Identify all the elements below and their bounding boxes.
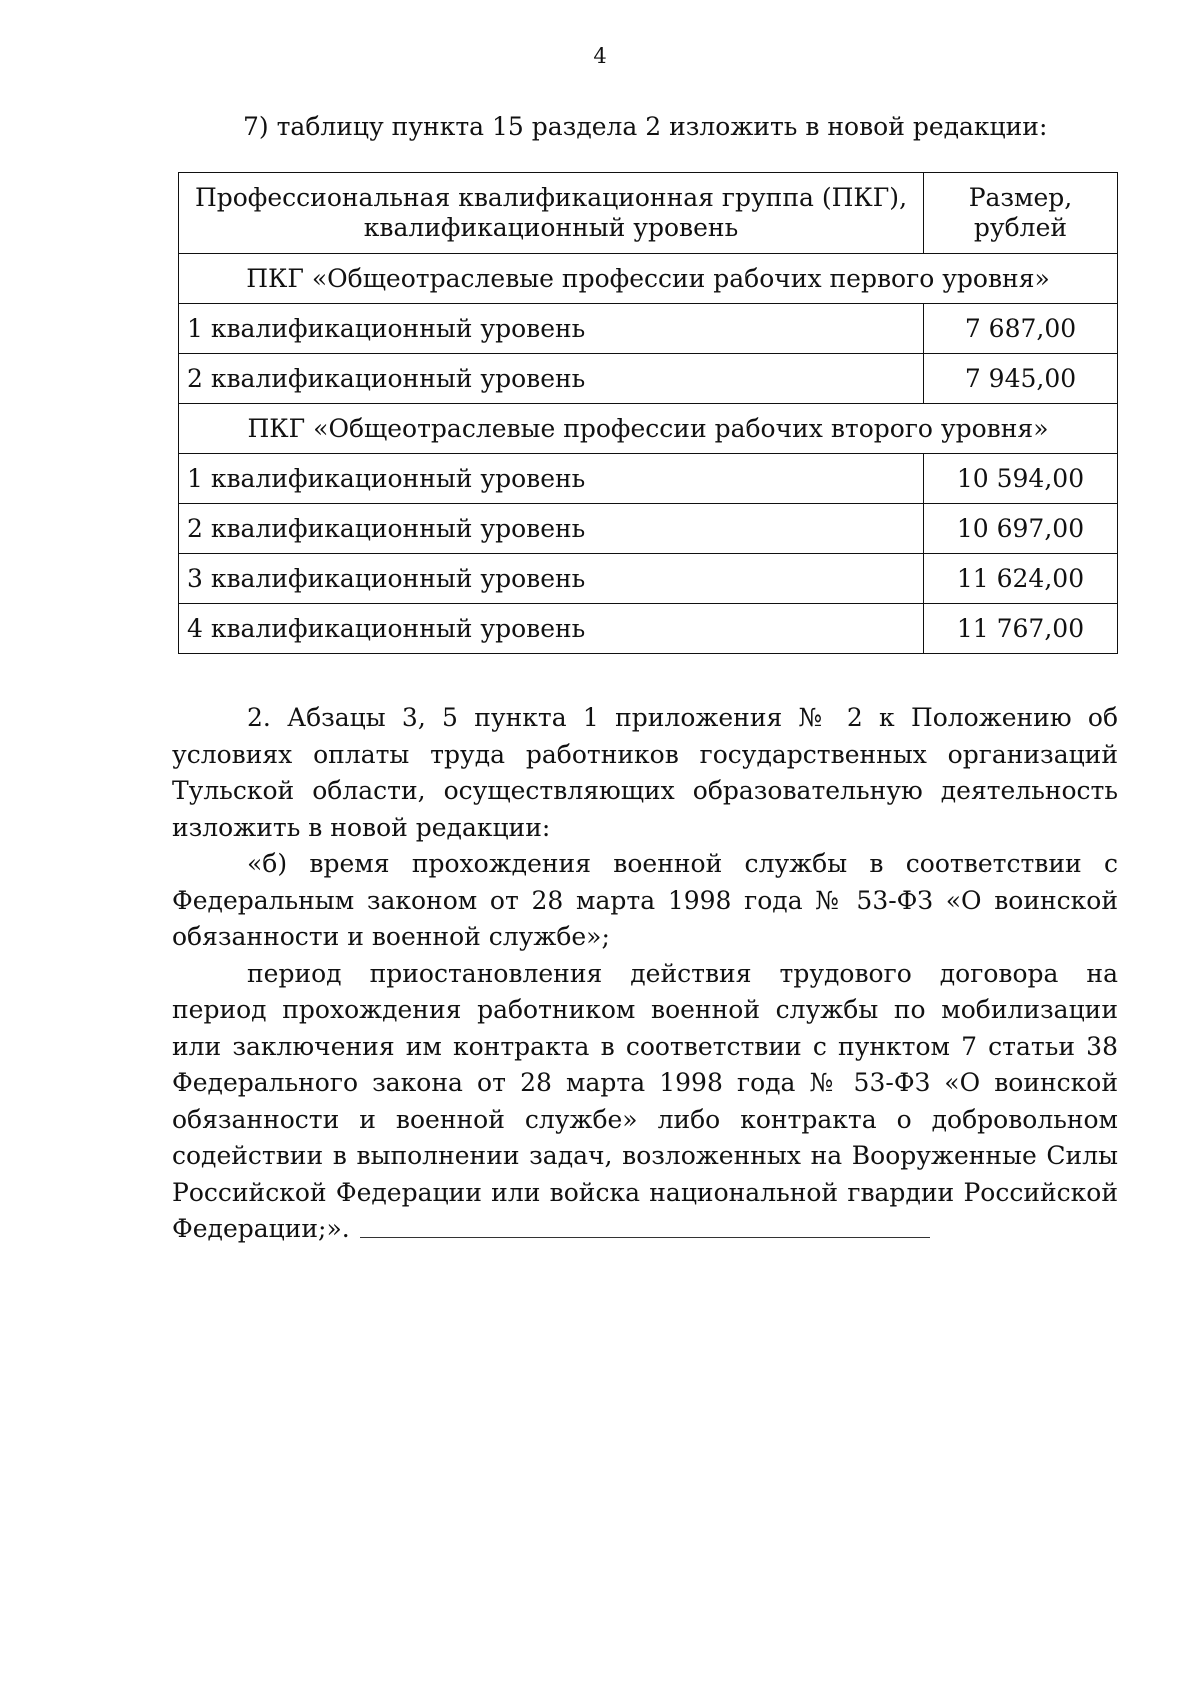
amount-cell: 11 624,00 — [923, 554, 1117, 604]
salary-table — [178, 172, 1118, 654]
group-row — [179, 254, 1118, 304]
paragraph-amendment: 2. Абзацы 3, 5 пункта 1 приложения № 2 к Положению об условиях оплаты труда работников государственных организаций Тульской области, осуществляющих образовательную деятельность изложить в новой редакции: — [172, 703, 1118, 842]
closing-divider — [360, 1237, 930, 1238]
level-cell: 1 квалификационный уровень — [179, 454, 924, 504]
level-cell: 4 квалификационный уровень — [179, 604, 924, 654]
table-row — [179, 604, 1118, 654]
table-row — [179, 554, 1118, 604]
table-row — [179, 354, 1118, 404]
group-title: ПКГ «Общеотраслевые профессии рабочих первого уровня» — [179, 254, 1118, 304]
paragraph-period: период приостановления действия трудового договора на период прохождения работником военной службы по мобилизации или заключения им контракта в соответствии с пунктом 7 статьи 38 Федерального закона от 28 марта 1998 года № 53-ФЗ «О воинской обязанности и военной службе» либо контракта о добровольном содействии в выполнении задач, возложенных на Вооруженные Силы Российской Федерации или войска национальной гвардии Российской Федерации;». — [172, 958, 1118, 1243]
amount-cell: 10 697,00 — [923, 504, 1117, 554]
page-number: 4 — [593, 44, 607, 68]
table-row — [179, 504, 1118, 554]
group-title: ПКГ «Общеотраслевые профессии рабочих второго уровня» — [179, 404, 1118, 454]
amount-cell: 11 767,00 — [923, 604, 1117, 654]
table-row — [179, 304, 1118, 354]
header-amount: Размер, рублей — [923, 173, 1117, 254]
amendment-intro: 7) таблицу пункта 15 раздела 2 изложить в новой редакции: — [243, 112, 1048, 141]
document-body — [172, 700, 1118, 1248]
paragraph-quote-b: «б) время прохождения военной службы в соответствии с Федеральным законом от 28 марта 1998 года № 53-ФЗ «О воинской обязанности и военной службе»; — [172, 849, 1118, 951]
amount-cell: 10 594,00 — [923, 454, 1117, 504]
amount-cell: 7 687,00 — [923, 304, 1117, 354]
level-cell: 3 квалификационный уровень — [179, 554, 924, 604]
group-row — [179, 404, 1118, 454]
table-header-row — [179, 173, 1118, 254]
level-cell: 2 квалификационный уровень — [179, 504, 924, 554]
level-cell: 1 квалификационный уровень — [179, 304, 924, 354]
amount-cell: 7 945,00 — [923, 354, 1117, 404]
header-group-level: Профессиональная квалификационная группа (ПКГ), квалификационный уровень — [179, 173, 924, 254]
level-cell: 2 квалификационный уровень — [179, 354, 924, 404]
table-row — [179, 454, 1118, 504]
